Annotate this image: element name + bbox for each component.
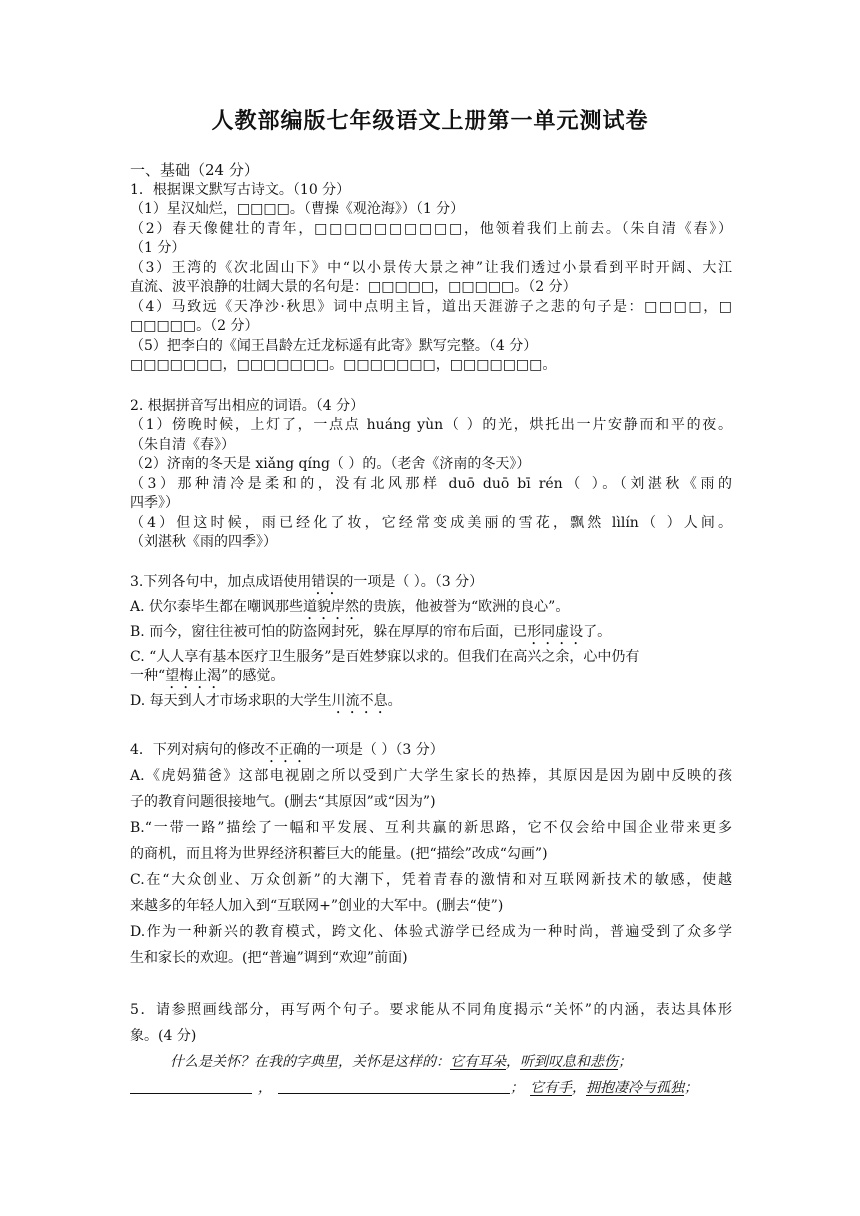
page-title: 人教部编版七年级语文上册第一单元测试卷 xyxy=(211,108,649,134)
q4-option-c: C.在“大众创业、万众创新”的大潮下，凭着青春的激情和对互联网新技术的敏感，使越 xyxy=(130,872,732,888)
q5-answer-blank-2[interactable] xyxy=(278,1079,510,1094)
q3-stem-text: 3.下列各句中，加点成语使用 xyxy=(130,574,312,590)
q4-stem-text: 4．下列对病句的修改 xyxy=(130,742,265,758)
q1-item-3-cont: 直流、波平浪静的壮阔大景的名句是：□□□□□，□□□□□。（2 分） xyxy=(130,279,577,295)
q2-item-1-cont: （朱自清《春》） xyxy=(130,437,235,453)
q1-item-2-cont: （1 分） xyxy=(130,240,186,256)
q2-stem: 2. 根据拼音写出相应的词语。（4 分） xyxy=(130,398,365,414)
q3-option-a xyxy=(130,598,569,623)
q2-item-3: （3）那种清冷是柔和的，没有北风那样 duō duō bī rén（ ）。（刘湛秋《雨的 xyxy=(130,476,732,492)
q4-option-c-cont: 来越多的年轻人加入到“互联网+”创业的大军中。(删去“使”) xyxy=(130,898,504,914)
q4-option-a: A.《虎妈猫爸》这部电视剧之所以受到广大学生家长的热捧，其原因是因为剧中反映的孩 xyxy=(130,768,732,784)
q4-option-a-cont: 子的教育问题很接地气。(删去“其原因”或“因为”) xyxy=(130,794,436,810)
q3-stem xyxy=(130,573,483,598)
q5-example-comma: ， xyxy=(506,1054,520,1070)
q4-option-d: D.作为一种新兴的教育模式，跨文化、体验式游学已经成为一种时尚，普遍受到了众多学 xyxy=(130,924,732,940)
q5-answer-sep: ， xyxy=(572,1080,586,1096)
q3-option-d xyxy=(130,692,402,717)
q5-stem: 5．请参照画线部分，再写两个句子。要求能从不同角度揭示“关怀”的内涵，表达具体形 xyxy=(130,1002,732,1018)
q3-d-idiom: 川流不息 xyxy=(331,693,388,709)
q5-answer-comma: ， xyxy=(258,1080,272,1096)
q3-option-c: C. “人人享有基本医疗卫生服务”是百姓梦寐以求的。但我们在高兴之余，心中仍有 xyxy=(130,649,640,665)
q3-b-text: B. 而今，窗往往被可怕的防盗网封死，躲在厚厚的帘布后面，已 xyxy=(130,624,528,640)
q5-example-line xyxy=(170,1053,632,1071)
q2-item-4-cont: （刘湛秋《雨的四季》） xyxy=(130,534,277,550)
q2-item-1: （1）傍晚时候，上灯了，一点点 huáng yùn（ ）的光，烘托出一片安静而和平的夜。 xyxy=(130,417,732,433)
q1-stem: 1．根据课文默写古诗文。（10 分） xyxy=(130,182,351,198)
q4-stem xyxy=(130,741,444,766)
q5-answer-underline-1: 它有手 xyxy=(530,1080,572,1096)
q3-a-idiom: 道貌岸然 xyxy=(303,599,360,615)
q4-option-b: B.“一带一路”描绘了一幅和平发展、互利共赢的新思路，它不仅会给中国企业带来更多 xyxy=(130,820,732,836)
q1-item-1: （1）星汉灿烂，□□□□。（曹操《观沧海》）（1 分） xyxy=(130,201,465,217)
q2-item-2: （2）济南的冬天是 xiǎng qíng（ ）的。（老舍《济南的冬天》） xyxy=(130,456,531,472)
q2-item-4: （4）但这时候，雨已经化了妆，它经常变成美丽的雪花，飘然 lìlín（ ）人间。 xyxy=(130,515,732,531)
q1-item-5: （5）把李白的《闻王昌龄左迁龙标遥有此寄》默写完整。（4 分） xyxy=(130,338,538,354)
q3-c-idiom: 望梅止渴 xyxy=(165,668,222,684)
q3-stem-emphasis: 错误 xyxy=(311,574,340,590)
section-heading: 一、基础（24 分） xyxy=(130,161,259,179)
q5-answer-underline-2: 拥抱凄冷与孤独 xyxy=(586,1080,684,1096)
q3-d-tail: 。 xyxy=(387,693,402,709)
q5-answer-blank-1[interactable] xyxy=(130,1079,252,1094)
q1-item-2: （2）春天像健壮的青年，□□□□□□□□□□，他领着我们上前去。（朱自清《春》） xyxy=(130,221,732,237)
q5-answer-end: ； xyxy=(684,1080,698,1096)
q5-stem-cont: 象。(4 分) xyxy=(130,1028,197,1044)
q3-a-tail: 的贵族，他被誉为“欧洲的良心”。 xyxy=(359,599,570,615)
q3-option-c-cont xyxy=(130,667,284,692)
q3-d-text: D. 每天到人才市场求职的大学生 xyxy=(130,693,332,709)
q3-stem-tail: 的一项是（ ）。（3 分） xyxy=(339,574,484,590)
q1-item-4-cont: □□□□□。（2 分） xyxy=(130,318,259,334)
q1-item-5-blanks: □□□□□□□，□□□□□□□。□□□□□□□，□□□□□□□。 xyxy=(130,357,557,373)
q5-example-underline-2: 听到叹息和悲伤 xyxy=(520,1054,618,1070)
q3-b-idiom: 形同虚设 xyxy=(527,624,584,640)
q3-b-tail: 了。 xyxy=(583,624,612,640)
q4-option-b-cont: 的商机，而且将为世界经济积蓄巨大的能量。(把“描绘”改成“勾画”) xyxy=(130,846,548,862)
q3-a-text: A. 伏尔泰毕生都在嘲讽那些 xyxy=(130,599,304,615)
q2-item-3-cont: 四季》） xyxy=(130,495,179,511)
q3-c-text: 一种“ xyxy=(130,668,166,684)
q1-item-3: （3）王湾的《次北固山下》中“以小景传大景之神”让我们透过小景看到平时开阔、大江 xyxy=(130,260,732,276)
q5-example-underline-1: 它有耳朵 xyxy=(450,1054,506,1070)
q3-c-tail: ”的感觉。 xyxy=(221,668,285,684)
q5-answer-line xyxy=(130,1079,698,1097)
q4-option-d-cont: 生和家长的欢迎。(把“普遍”调到“欢迎”前面) xyxy=(130,950,408,966)
q1-item-4: （4）马致远《天净沙·秋思》词中点明主旨，道出天涯游子之悲的句子是：□□□□，□ xyxy=(130,299,732,315)
q5-example-end: ； xyxy=(618,1054,632,1070)
q3-option-b xyxy=(130,623,611,648)
q5-example-text: 什么是关怀？在我的字典里，关怀是这样的： xyxy=(170,1054,450,1070)
q4-stem-tail: 的一项是（ ）（3 分） xyxy=(306,742,444,758)
q5-answer-semicolon: ； xyxy=(510,1080,524,1096)
q4-stem-emphasis: 不正确 xyxy=(264,742,307,758)
